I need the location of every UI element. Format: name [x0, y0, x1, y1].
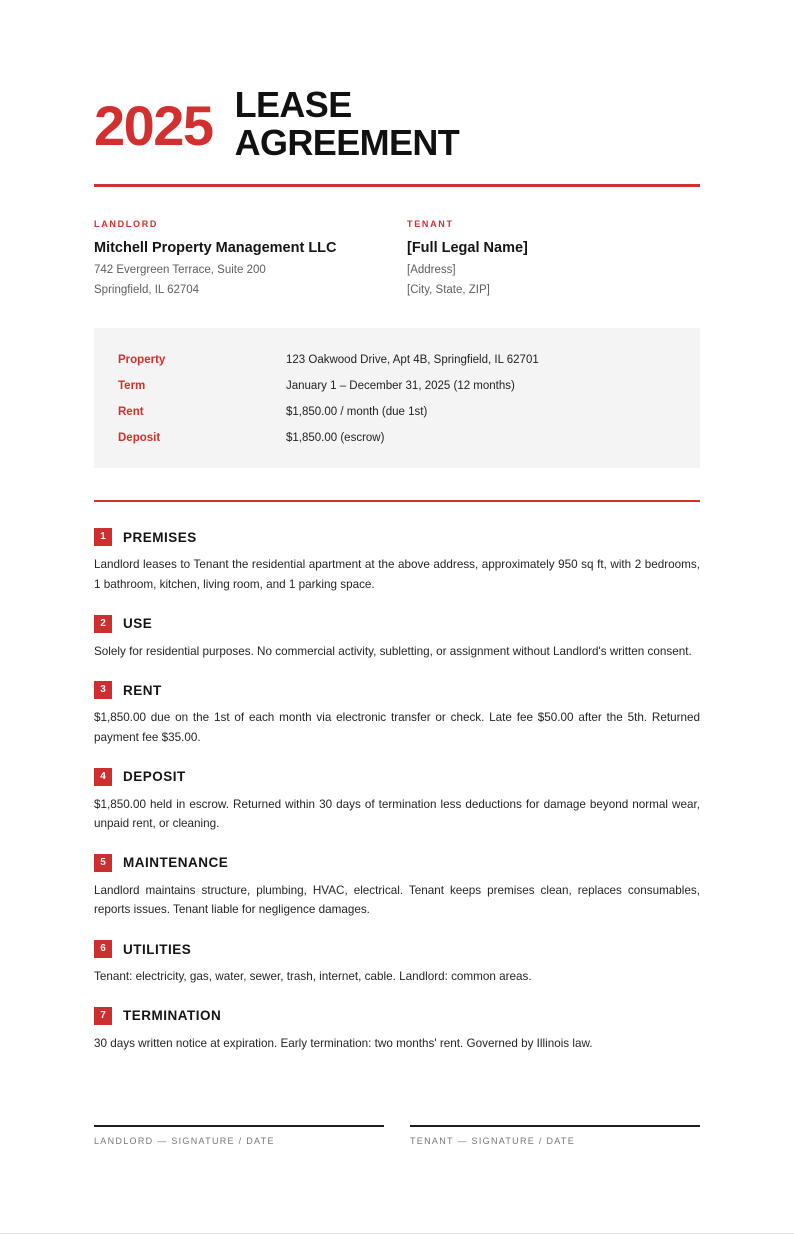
fact-row [118, 380, 676, 392]
fact-label: Rent [118, 406, 144, 419]
tenant-address-line-1: [Address] [407, 263, 456, 276]
clause-body: Landlord leases to Tenant the residential apartment at the above address, approximately 950 sq ft, with 2 bedrooms, 1 bathroom, kitchen, living room, and 1 parking space. [94, 558, 700, 591]
fact-value: January 1 – December 31, 2025 (12 months) [286, 380, 515, 393]
tenant-address-line-2: [City, State, ZIP] [407, 283, 490, 296]
fact-label: Term [118, 380, 146, 393]
clause-heading [94, 1007, 700, 1025]
clause-title: TERMINATION [123, 1008, 222, 1024]
clause-number-badge: 5 [94, 854, 112, 872]
clause-body: Landlord maintains structure, plumbing, HVAC, electrical. Tenant keeps premises clean, replaces consumables, reports issues. Tenant liable for negligence damages. [94, 883, 700, 917]
fact-row [118, 432, 676, 444]
landlord-name: Mitchell Property Management LLC [94, 240, 337, 257]
clauses-list [94, 528, 700, 1053]
landlord-address-line-1: 742 Evergreen Terrace, Suite 200 [94, 263, 266, 276]
clause-number-badge: 3 [94, 681, 112, 699]
landlord-signature-caption: LANDLORD — SIGNATURE / DATE [94, 1136, 275, 1147]
clause-body: Tenant: electricity, gas, water, sewer, trash, internet, cable. Landlord: common areas. [94, 970, 532, 984]
clause-body: $1,850.00 due on the 1st of each month via electronic transfer or check. Late fee $50.00 after the 5th. Returned payment fee $35.00. [94, 711, 700, 744]
clause-number-badge: 7 [94, 1007, 112, 1025]
tenant-label: TENANT [407, 219, 454, 230]
clause-title: DEPOSIT [123, 769, 186, 784]
clause-title: UTILITIES [123, 941, 192, 957]
document-masthead [94, 0, 700, 162]
parties-section [94, 219, 700, 298]
clause-heading [94, 768, 700, 786]
section-divider [94, 500, 700, 502]
clause [94, 940, 700, 987]
clause-title: USE [123, 616, 153, 632]
page-title [235, 86, 460, 162]
fact-value: 123 Oakwood Drive, Apt 4B, Springfield, IL 62701 [286, 354, 539, 367]
fact-value: $1,850.00 (escrow) [286, 432, 385, 445]
landlord-address-line-2: Springfield, IL 62704 [94, 283, 200, 296]
clause [94, 768, 700, 834]
clause-heading [94, 615, 700, 633]
clause [94, 528, 700, 594]
clause-number-badge: 6 [94, 940, 112, 958]
tenant-block [387, 219, 700, 298]
landlord-block [94, 219, 387, 298]
clause-heading [94, 940, 700, 958]
clause [94, 1007, 700, 1054]
page-tail-spacer [94, 1146, 700, 1210]
tenant-signature-line[interactable] [410, 1125, 700, 1127]
clause-number-badge: 1 [94, 528, 112, 546]
title-line-2: AGREEMENT [234, 122, 460, 164]
landlord-signature-block [94, 1125, 384, 1146]
clause-heading [94, 528, 700, 546]
fact-row [118, 406, 676, 418]
fact-row [118, 354, 676, 366]
clause-heading [94, 854, 700, 872]
clause-body: 30 days written notice at expiration. Early termination: two months' rent. Governed by Illinois law. [94, 1036, 593, 1050]
clause [94, 854, 700, 920]
landlord-label: LANDLORD [94, 219, 159, 230]
tenant-name: [Full Legal Name] [407, 240, 528, 257]
clause-heading [94, 681, 700, 699]
fact-label: Deposit [118, 432, 161, 445]
signature-section [94, 1125, 700, 1146]
clause-body: Solely for residential purposes. No commercial activity, subletting, or assignment without Landlord's written consent. [94, 644, 692, 658]
fact-label: Property [118, 354, 166, 367]
clause-title: MAINTENANCE [123, 855, 229, 871]
clause-title: RENT [123, 682, 162, 698]
tenant-signature-caption: TENANT — SIGNATURE / DATE [410, 1136, 576, 1147]
clause-number-badge: 2 [94, 615, 112, 633]
title-line-1: LEASE [234, 84, 352, 125]
clause-title: PREMISES [123, 529, 197, 545]
lease-facts-box [94, 328, 700, 468]
clause-number-badge: 4 [94, 768, 112, 786]
clause [94, 681, 700, 747]
clause [94, 615, 700, 662]
fact-value: $1,850.00 / month (due 1st) [286, 406, 428, 419]
header-divider [94, 184, 700, 187]
landlord-signature-line[interactable] [94, 1125, 384, 1127]
tenant-signature-block [410, 1125, 700, 1146]
year-display: 2025 [94, 94, 213, 157]
clause-body: $1,850.00 held in escrow. Returned within 30 days of termination less deductions for damage beyond normal wear, unpaid rent, or cleaning. [94, 797, 700, 831]
